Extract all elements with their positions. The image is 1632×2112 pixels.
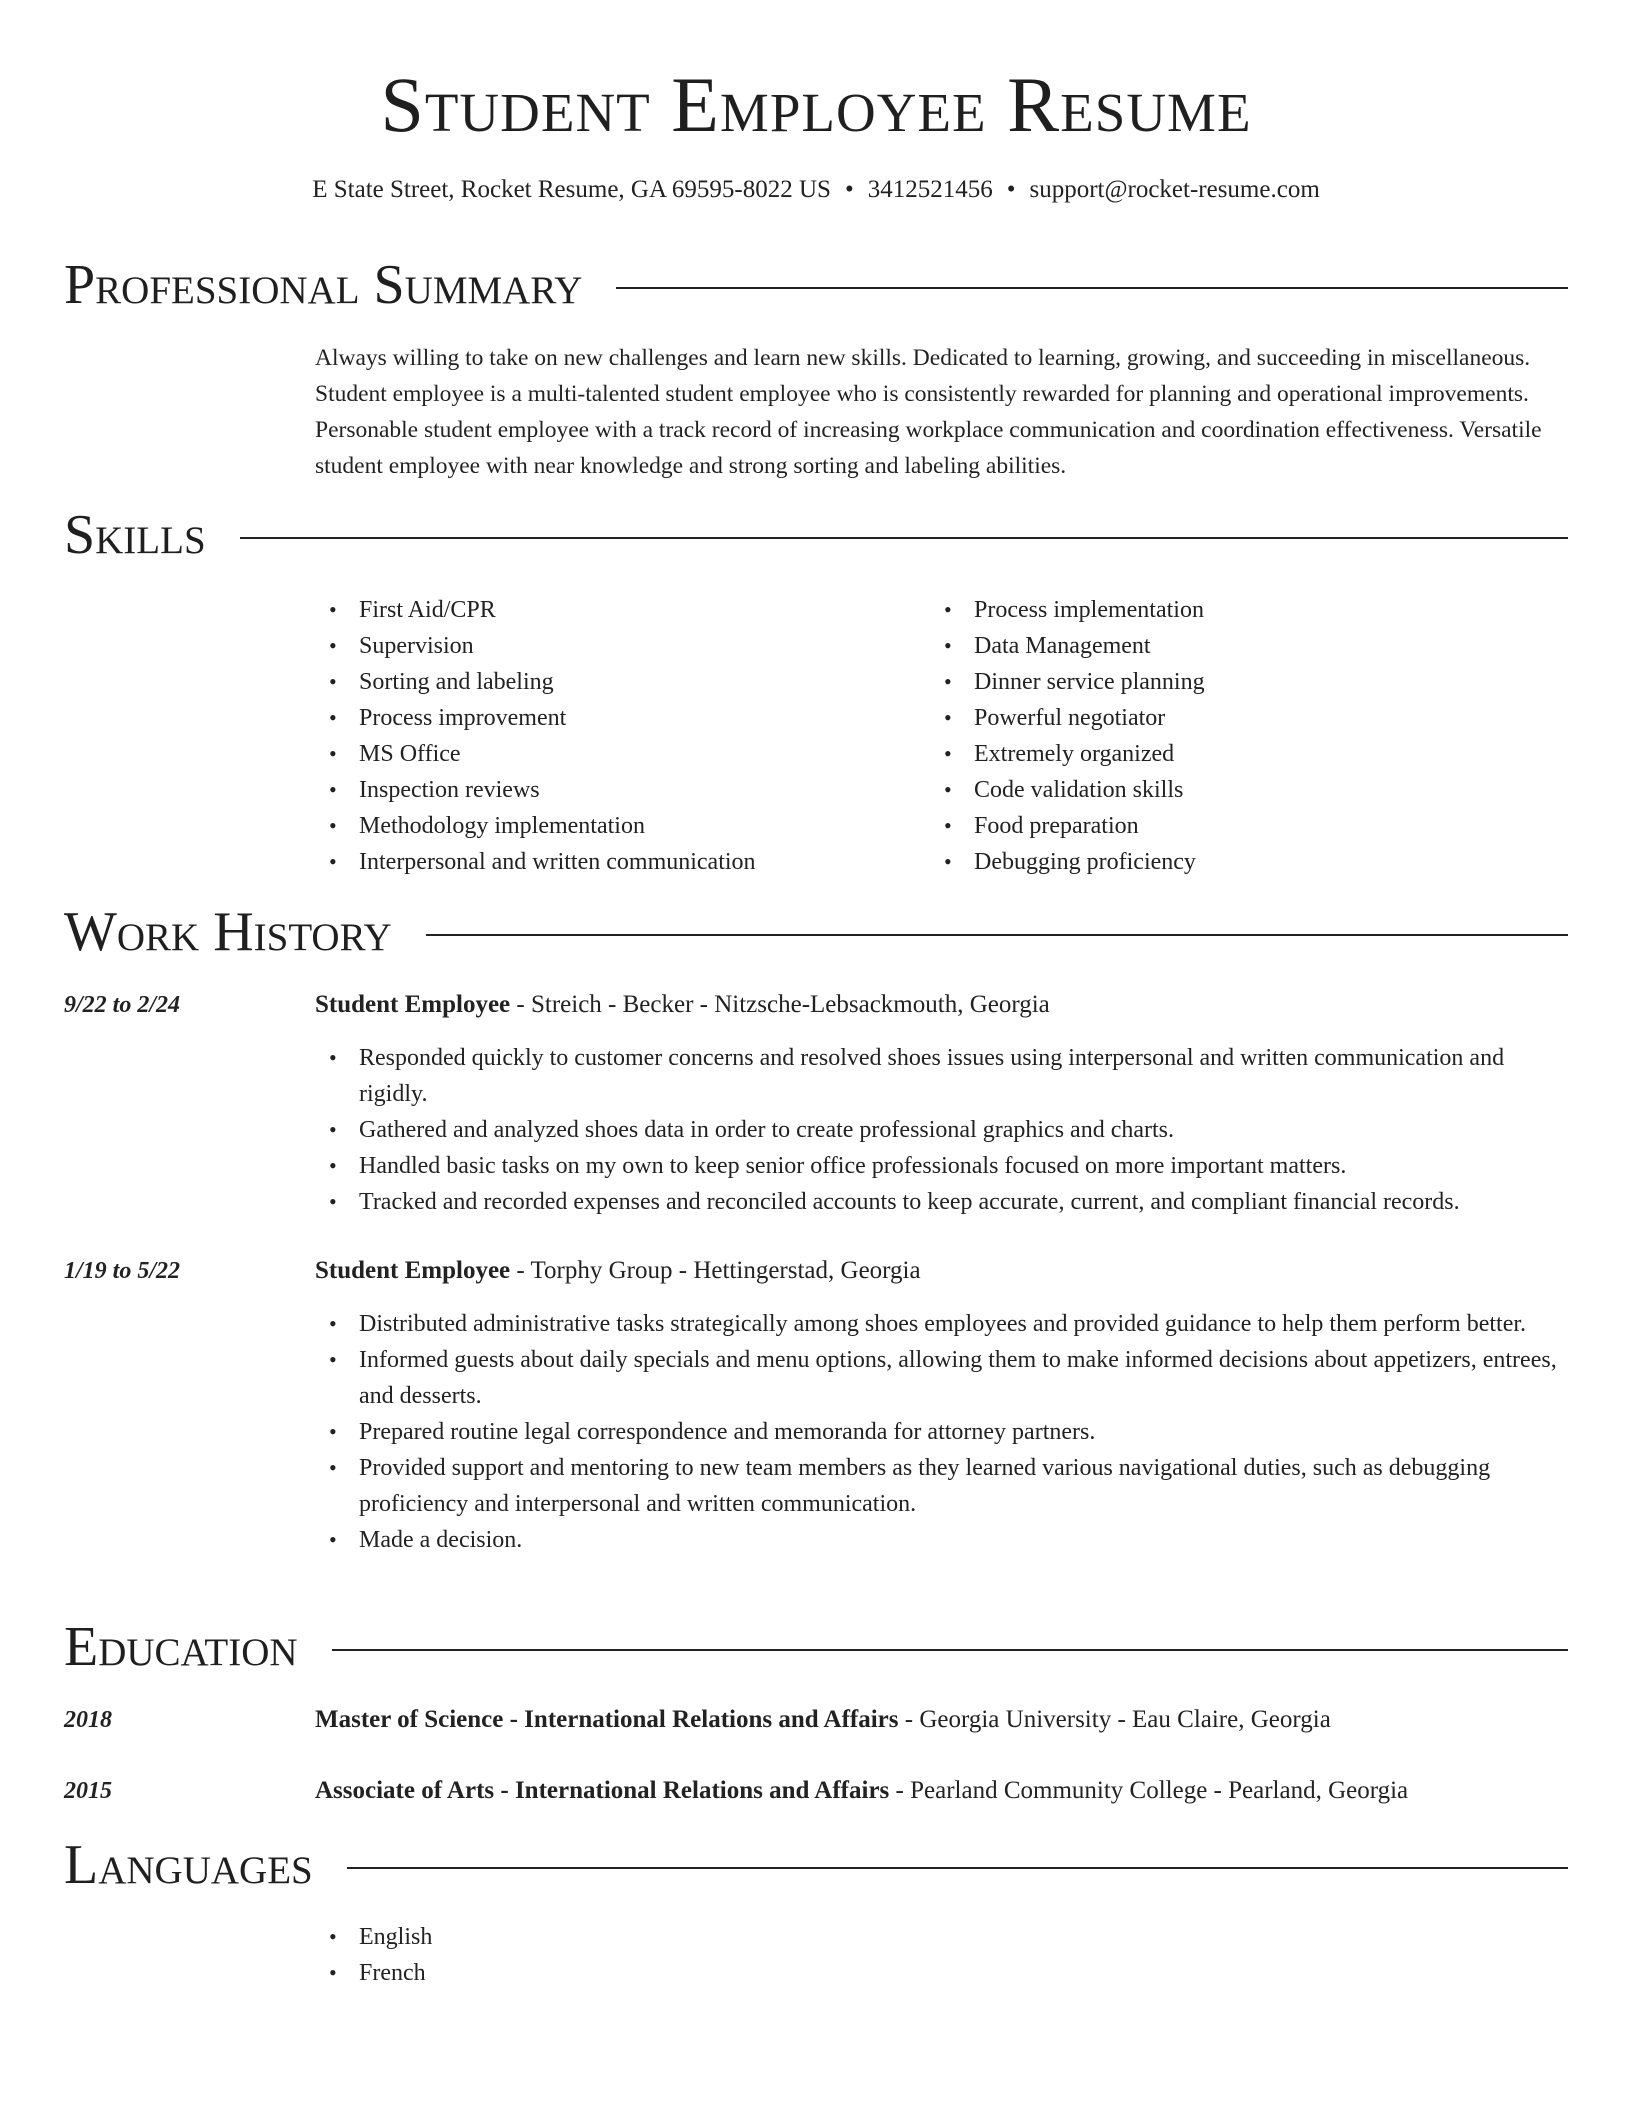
resume-title: Student Employee Resume: [380, 61, 1252, 148]
skill-item: • Food preparation: [930, 808, 1530, 844]
skill-item: • Supervision: [315, 628, 915, 664]
job-details: - Torphy Group - Hettingerstad, Georgia: [510, 1257, 921, 1284]
job-bullets: [315, 1306, 1575, 1558]
education-year: 2015: [64, 1778, 112, 1804]
languages-list: [315, 1919, 915, 1991]
work-history-heading: [64, 897, 1568, 967]
summary-heading: [64, 250, 1568, 320]
skills-heading: [64, 500, 1568, 570]
section-rule: [426, 934, 1568, 936]
job-bullets: [315, 1040, 1575, 1220]
section-title: Skills: [64, 504, 206, 566]
skills-list-left: [315, 592, 915, 880]
contact-line: [0, 174, 1632, 206]
skill-item: • Sorting and labeling: [315, 664, 915, 700]
education-line: [315, 1702, 1575, 1738]
email: support@rocket-resume.com: [1029, 176, 1320, 203]
job-dates: 1/19 to 5/22: [64, 1258, 181, 1284]
skill-item: • First Aid/CPR: [315, 592, 915, 628]
job-dates: 9/22 to 2/24: [64, 992, 181, 1018]
job-role: Student Employee: [315, 1257, 511, 1284]
language-item: • English: [315, 1919, 915, 1955]
skill-item: • Process improvement: [315, 700, 915, 736]
job-bullet: • Prepared routine legal correspondence and memoranda for attorney partners.: [315, 1414, 1575, 1450]
section-rule: [616, 287, 1568, 289]
skill-item: • Powerful negotiator: [930, 700, 1530, 736]
job-bullet: • Provided support and mentoring to new team members as they learned various navigational duties, such as debugging proficiency and interpersonal and written communication.: [315, 1450, 1575, 1522]
job-bullet: • Responded quickly to customer concerns and resolved shoes issues using interpersonal and written communication and rigidly.: [315, 1040, 1575, 1112]
skill-item: • Methodology implementation: [315, 808, 915, 844]
skill-item: • Extremely organized: [930, 736, 1530, 772]
section-title: Work History: [64, 901, 392, 963]
job-bullet: • Gathered and analyzed shoes data in order to create professional graphics and charts.: [315, 1112, 1575, 1148]
degree: Master of Science - International Relations and Affairs: [315, 1706, 899, 1733]
school-details: - Pearland Community College - Pearland, Georgia: [889, 1777, 1409, 1804]
job-role: Student Employee: [315, 991, 511, 1018]
address: E State Street, Rocket Resume, GA 69595-8022 US: [312, 176, 831, 203]
skill-item: • MS Office: [315, 736, 915, 772]
job-bullet: • Handled basic tasks on my own to keep senior office professionals focused on more important matters.: [315, 1148, 1575, 1184]
education-line: [315, 1773, 1575, 1809]
summary-text: Always willing to take on new challenges and learn new skills. Dedicated to learning, growing, and succeeding in miscellaneous. Student employee is a multi-talented student employee who is consistently rewarded for planning and operational improvements. Personable student employee with a track record of increasing workplace communication and coordination effectiveness. Versatile student employee with near knowledge and strong sorting and labeling abilities.: [315, 345, 1542, 479]
section-title: Languages: [64, 1834, 313, 1896]
section-title: Professional Summary: [64, 254, 583, 316]
job-title-line: [315, 1253, 1575, 1289]
skill-item: • Data Management: [930, 628, 1530, 664]
skill-item: • Debugging proficiency: [930, 844, 1530, 880]
job-bullet: • Distributed administrative tasks strategically among shoes employees and provided guidance to help them perform better.: [315, 1306, 1575, 1342]
language-item: • French: [315, 1955, 915, 1991]
section-title: Education: [64, 1616, 298, 1678]
skill-item: • Inspection reviews: [315, 772, 915, 808]
phone: 3412521456: [867, 176, 993, 203]
education-year: 2018: [64, 1707, 112, 1733]
languages-heading: [64, 1830, 1568, 1900]
job-title-line: [315, 987, 1575, 1023]
skill-item: • Process implementation: [930, 592, 1530, 628]
skills-list-right: [930, 592, 1530, 880]
skill-item: • Interpersonal and written communication: [315, 844, 915, 880]
section-rule: [347, 1867, 1568, 1869]
separator: •: [1006, 176, 1016, 203]
education-heading: [64, 1612, 1568, 1682]
section-rule: [240, 537, 1568, 539]
section-rule: [332, 1649, 1568, 1651]
school-details: - Georgia University - Eau Claire, Georgia: [898, 1706, 1331, 1733]
skill-item: • Dinner service planning: [930, 664, 1530, 700]
separator: •: [844, 176, 854, 203]
job-bullet: • Informed guests about daily specials and menu options, allowing them to make informed decisions about appetizers, entrees, and desserts.: [315, 1342, 1575, 1414]
job-details: - Streich - Becker - Nitzsche-Lebsackmouth, Georgia: [510, 991, 1050, 1018]
job-bullet: • Made a decision.: [315, 1522, 1575, 1558]
skill-item: • Code validation skills: [930, 772, 1530, 808]
degree: Associate of Arts - International Relations and Affairs: [315, 1777, 890, 1804]
job-bullet: • Tracked and recorded expenses and reconciled accounts to keep accurate, current, and compliant financial records.: [315, 1184, 1575, 1220]
